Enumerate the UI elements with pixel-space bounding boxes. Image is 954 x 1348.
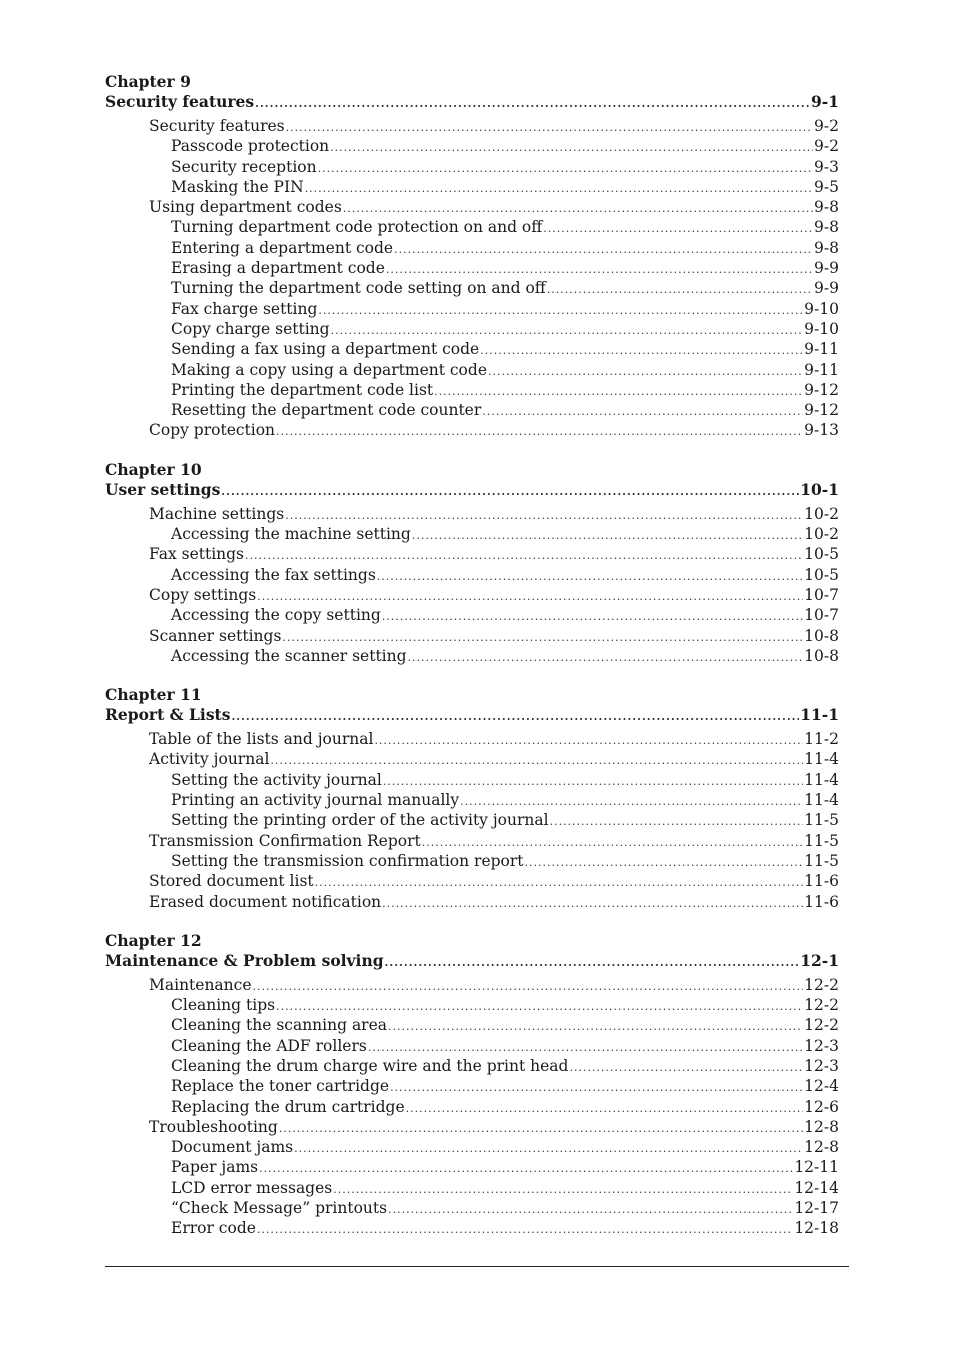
dot-leader [282,628,803,648]
page-number: 9-3 [814,157,839,176]
toc-subsection-entry[interactable] [105,299,839,319]
chapter-number: Chapter 9 [105,72,191,91]
toc-subsection-entry[interactable] [105,157,839,177]
page-number: 9-11 [804,340,839,359]
toc-section-entry[interactable] [105,116,839,136]
page-number: 12-4 [804,1077,839,1096]
dot-leader [390,1078,803,1098]
page-number: 11-5 [804,831,839,850]
toc-subsection-entry[interactable] [105,319,839,339]
toc-section-entry[interactable] [105,504,839,524]
page-number: 12-2 [804,1016,839,1035]
dot-leader [383,772,803,792]
entry-title: Fax settings [149,545,245,564]
entry-title: Troubleshooting [149,1117,278,1136]
entry-title: Cleaning tips [171,996,276,1015]
page-number: 9-1 [810,92,839,111]
toc-subsection-entry[interactable] [105,810,839,830]
entry-title: Security features [149,117,285,135]
dot-leader [388,1200,793,1220]
dot-leader [482,402,803,422]
dot-leader [408,648,804,668]
entry-title: Printing an activity journal manually [171,791,460,810]
page-number: 9-12 [804,380,839,399]
dot-leader [386,260,813,280]
dot-leader [434,382,803,402]
toc-section-entry[interactable] [105,975,839,995]
page-number: 10-5 [804,545,839,564]
page-number: 10-7 [804,606,839,625]
dot-leader [406,1099,804,1119]
dot-leader [547,280,813,300]
page-number: 12-2 [804,975,839,994]
toc-subsection-entry[interactable] [105,790,839,810]
chapter-number: Chapter 10 [105,459,202,479]
chapter-title: Maintenance & Problem solving [105,950,384,970]
entry-title: Using department codes [149,198,342,217]
dot-leader [382,894,803,914]
page-number: 11-5 [804,811,839,830]
toc-subsection-entry[interactable] [105,360,839,380]
entry-title: Document jams [171,1138,294,1157]
page-number: 11-1 [800,705,839,725]
page-number: 12-8 [804,1138,839,1157]
chapter-section [105,71,839,441]
page-number: 10-8 [804,626,839,645]
entry-title: Accessing the copy setting [171,606,381,625]
page-number: 12-18 [794,1219,839,1238]
dot-leader [343,199,813,219]
toc-section-entry[interactable] [105,1117,839,1137]
entry-title: Error code [171,1219,256,1238]
toc-subsection-entry[interactable] [105,1076,839,1096]
dot-leader [569,1058,803,1078]
entry-title: Setting the printing order of the activity journal [171,811,549,830]
page-number: 12-6 [804,1097,839,1116]
chapter-section [105,930,839,1239]
dot-leader [276,422,803,442]
dot-leader [543,219,813,239]
page-number: 11-4 [804,791,839,810]
toc-subsection-entry[interactable] [105,646,839,666]
dot-leader [255,94,810,114]
dot-leader [318,159,813,179]
dot-leader [412,526,803,546]
toc-subsection-entry[interactable] [105,136,839,156]
entry-title: Maintenance [149,975,252,994]
dot-leader [377,567,803,587]
entry-title: Activity journal [149,750,270,769]
chapter-title-entry[interactable] [105,92,839,114]
toc-subsection-entry[interactable] [105,1137,839,1157]
toc-subsection-entry[interactable] [105,995,839,1015]
toc-subsection-entry[interactable] [105,1056,839,1076]
toc-section-entry[interactable] [105,892,839,912]
dot-leader [294,1139,803,1159]
dot-leader [422,833,803,853]
chapter-section [105,459,839,666]
dot-leader [285,506,803,526]
entry-title: LCD error messages [171,1178,333,1197]
toc-subsection-entry[interactable] [105,217,839,237]
dot-leader [330,138,813,158]
dot-leader [550,812,804,832]
toc-section-entry[interactable] [105,585,839,605]
dot-leader [488,362,803,382]
page-number: 12-2 [804,996,839,1015]
entry-title: Masking the PIN [171,177,304,196]
entry-title: Stored document list [149,872,314,891]
toc-subsection-entry[interactable] [105,339,839,359]
page-number: 11-2 [804,730,839,749]
entry-title: “Check Message” printouts [171,1199,388,1218]
toc-subsection-entry[interactable] [105,400,839,420]
toc-subsection-entry[interactable] [105,1198,839,1218]
page-number: 12-8 [804,1117,839,1136]
entry-title: Fax charge setting [171,299,318,318]
dot-leader [253,977,804,997]
toc-subsection-entry[interactable] [105,1178,839,1198]
entry-title: Replacing the drum cartridge [171,1097,405,1116]
page-number: 12-17 [794,1199,839,1218]
page-number: 9-9 [814,259,839,278]
entry-title: Copy charge setting [171,319,330,338]
dot-leader [270,751,803,771]
page-number: 11-4 [804,750,839,769]
entry-title: Copy protection [149,421,276,440]
entry-title: Erased document notification [149,892,382,911]
entry-title: Entering a department code [171,238,394,257]
dot-leader [245,546,803,566]
page-number: 12-1 [800,950,839,970]
toc-subsection-entry[interactable] [105,380,839,400]
dot-leader [276,997,803,1017]
page-number: 9-10 [804,319,839,338]
page-number: 9-9 [814,279,839,298]
toc-section-entry[interactable] [105,729,839,749]
toc-subsection-entry[interactable] [105,1218,839,1238]
page-number: 11-4 [804,770,839,789]
chapter-number: Chapter 11 [105,685,202,705]
entry-title: Scanner settings [149,626,282,645]
chapter-title: User settings [105,479,221,499]
page-number: 9-8 [814,218,839,237]
entry-title: Turning the department code setting on and off [171,279,546,298]
dot-leader [374,731,803,751]
page-number: 10-1 [800,479,839,499]
dot-leader [257,1220,793,1240]
chapter-title: Report & Lists [105,705,231,725]
page-number: 10-2 [804,525,839,544]
table-of-contents [105,71,839,1257]
toc-section-entry[interactable] [105,749,839,769]
entry-title: Security reception [171,157,317,176]
chapter-section [105,684,839,912]
entry-title: Making a copy using a department code [171,360,487,379]
page-number: 11-6 [804,872,839,891]
dot-leader [525,853,804,873]
dot-leader [382,607,803,627]
entry-title: Cleaning the ADF rollers [171,1036,367,1055]
dot-leader [480,341,803,361]
dot-leader [333,1180,793,1200]
page-number: 9-10 [804,299,839,318]
toc-subsection-entry[interactable] [105,238,839,258]
footer-rule [105,1266,849,1267]
page-number: 9-8 [814,238,839,257]
entry-title: Paper jams [171,1158,259,1177]
page-number: 10-8 [804,646,839,665]
entry-title: Accessing the fax settings [171,565,376,584]
toc-subsection-entry[interactable] [105,1015,839,1035]
toc-section-entry[interactable] [105,831,839,851]
entry-title: Printing the department code list [171,380,434,399]
entry-title: Transmission Confirmation Report [149,831,421,850]
dot-leader [368,1038,803,1058]
entry-title: Accessing the machine setting [171,525,411,544]
page-number: 9-12 [804,401,839,420]
page-number: 9-11 [804,360,839,379]
toc-subsection-entry[interactable] [105,770,839,790]
dot-leader [221,482,799,502]
page-number: 9-13 [804,421,839,440]
dot-leader [315,873,804,893]
entry-title: Erasing a department code [171,259,385,278]
page-number: 12-14 [794,1178,839,1197]
dot-leader [231,707,799,727]
entry-title: Setting the activity journal [171,770,382,789]
entry-title: Replace the toner cartridge [171,1077,390,1096]
page-number: 9-2 [814,137,839,156]
page-number: 10-2 [804,504,839,523]
toc-subsection-entry[interactable] [105,1036,839,1056]
entry-title: Sending a fax using a department code [171,340,480,359]
toc-section-entry[interactable] [105,197,839,217]
chapter-title-entry[interactable] [105,705,839,727]
chapter-title: Security features [105,92,255,111]
toc-subsection-entry[interactable] [105,177,839,197]
page-number: 10-7 [804,585,839,604]
dot-leader [460,792,803,812]
toc-subsection-entry[interactable] [105,258,839,278]
dot-leader [385,953,800,973]
page-number: 9-8 [814,198,839,217]
toc-subsection-entry[interactable] [105,524,839,544]
toc-section-entry[interactable] [105,871,839,891]
page-number: 9-5 [814,177,839,196]
chapter-title-entry[interactable] [105,480,839,502]
dot-leader [318,301,803,321]
dot-leader [279,1119,803,1139]
entry-title: Accessing the scanner setting [171,646,407,665]
page-number: 11-5 [804,851,839,870]
dot-leader [388,1017,803,1037]
page-number: 12-3 [804,1036,839,1055]
dot-leader [259,1159,793,1179]
page-number: 12-11 [794,1158,839,1177]
toc-subsection-entry[interactable] [105,1097,839,1117]
toc-subsection-entry[interactable] [105,851,839,871]
toc-section-entry[interactable] [105,420,839,440]
toc-section-entry[interactable] [105,544,839,564]
entry-title: Setting the transmission confirmation report [171,851,524,870]
entry-title: Cleaning the drum charge wire and the print head [171,1056,569,1075]
dot-leader [286,118,813,138]
chapter-title-entry[interactable] [105,951,839,973]
dot-leader [257,587,803,607]
page-number: 12-3 [804,1056,839,1075]
entry-title: Machine settings [149,504,285,523]
dot-leader [394,240,813,260]
dot-leader [331,321,804,341]
chapter-number: Chapter 12 [105,930,202,950]
page-number: 11-6 [804,892,839,911]
entry-title: Cleaning the scanning area [171,1016,388,1035]
entry-title: Resetting the department code counter [171,401,482,420]
entry-title: Table of the lists and journal [149,730,374,749]
entry-title: Turning department code protection on and off [171,218,543,237]
entry-title: Copy settings [149,585,257,604]
toc-subsection-entry[interactable] [105,565,839,585]
dot-leader [305,179,813,199]
toc-section-entry[interactable] [105,626,839,646]
toc-subsection-entry[interactable] [105,605,839,625]
toc-subsection-entry[interactable] [105,1157,839,1177]
page-number: 10-5 [804,565,839,584]
toc-subsection-entry[interactable] [105,278,839,298]
page-number: 9-2 [814,117,839,135]
entry-title: Passcode protection [171,137,330,156]
